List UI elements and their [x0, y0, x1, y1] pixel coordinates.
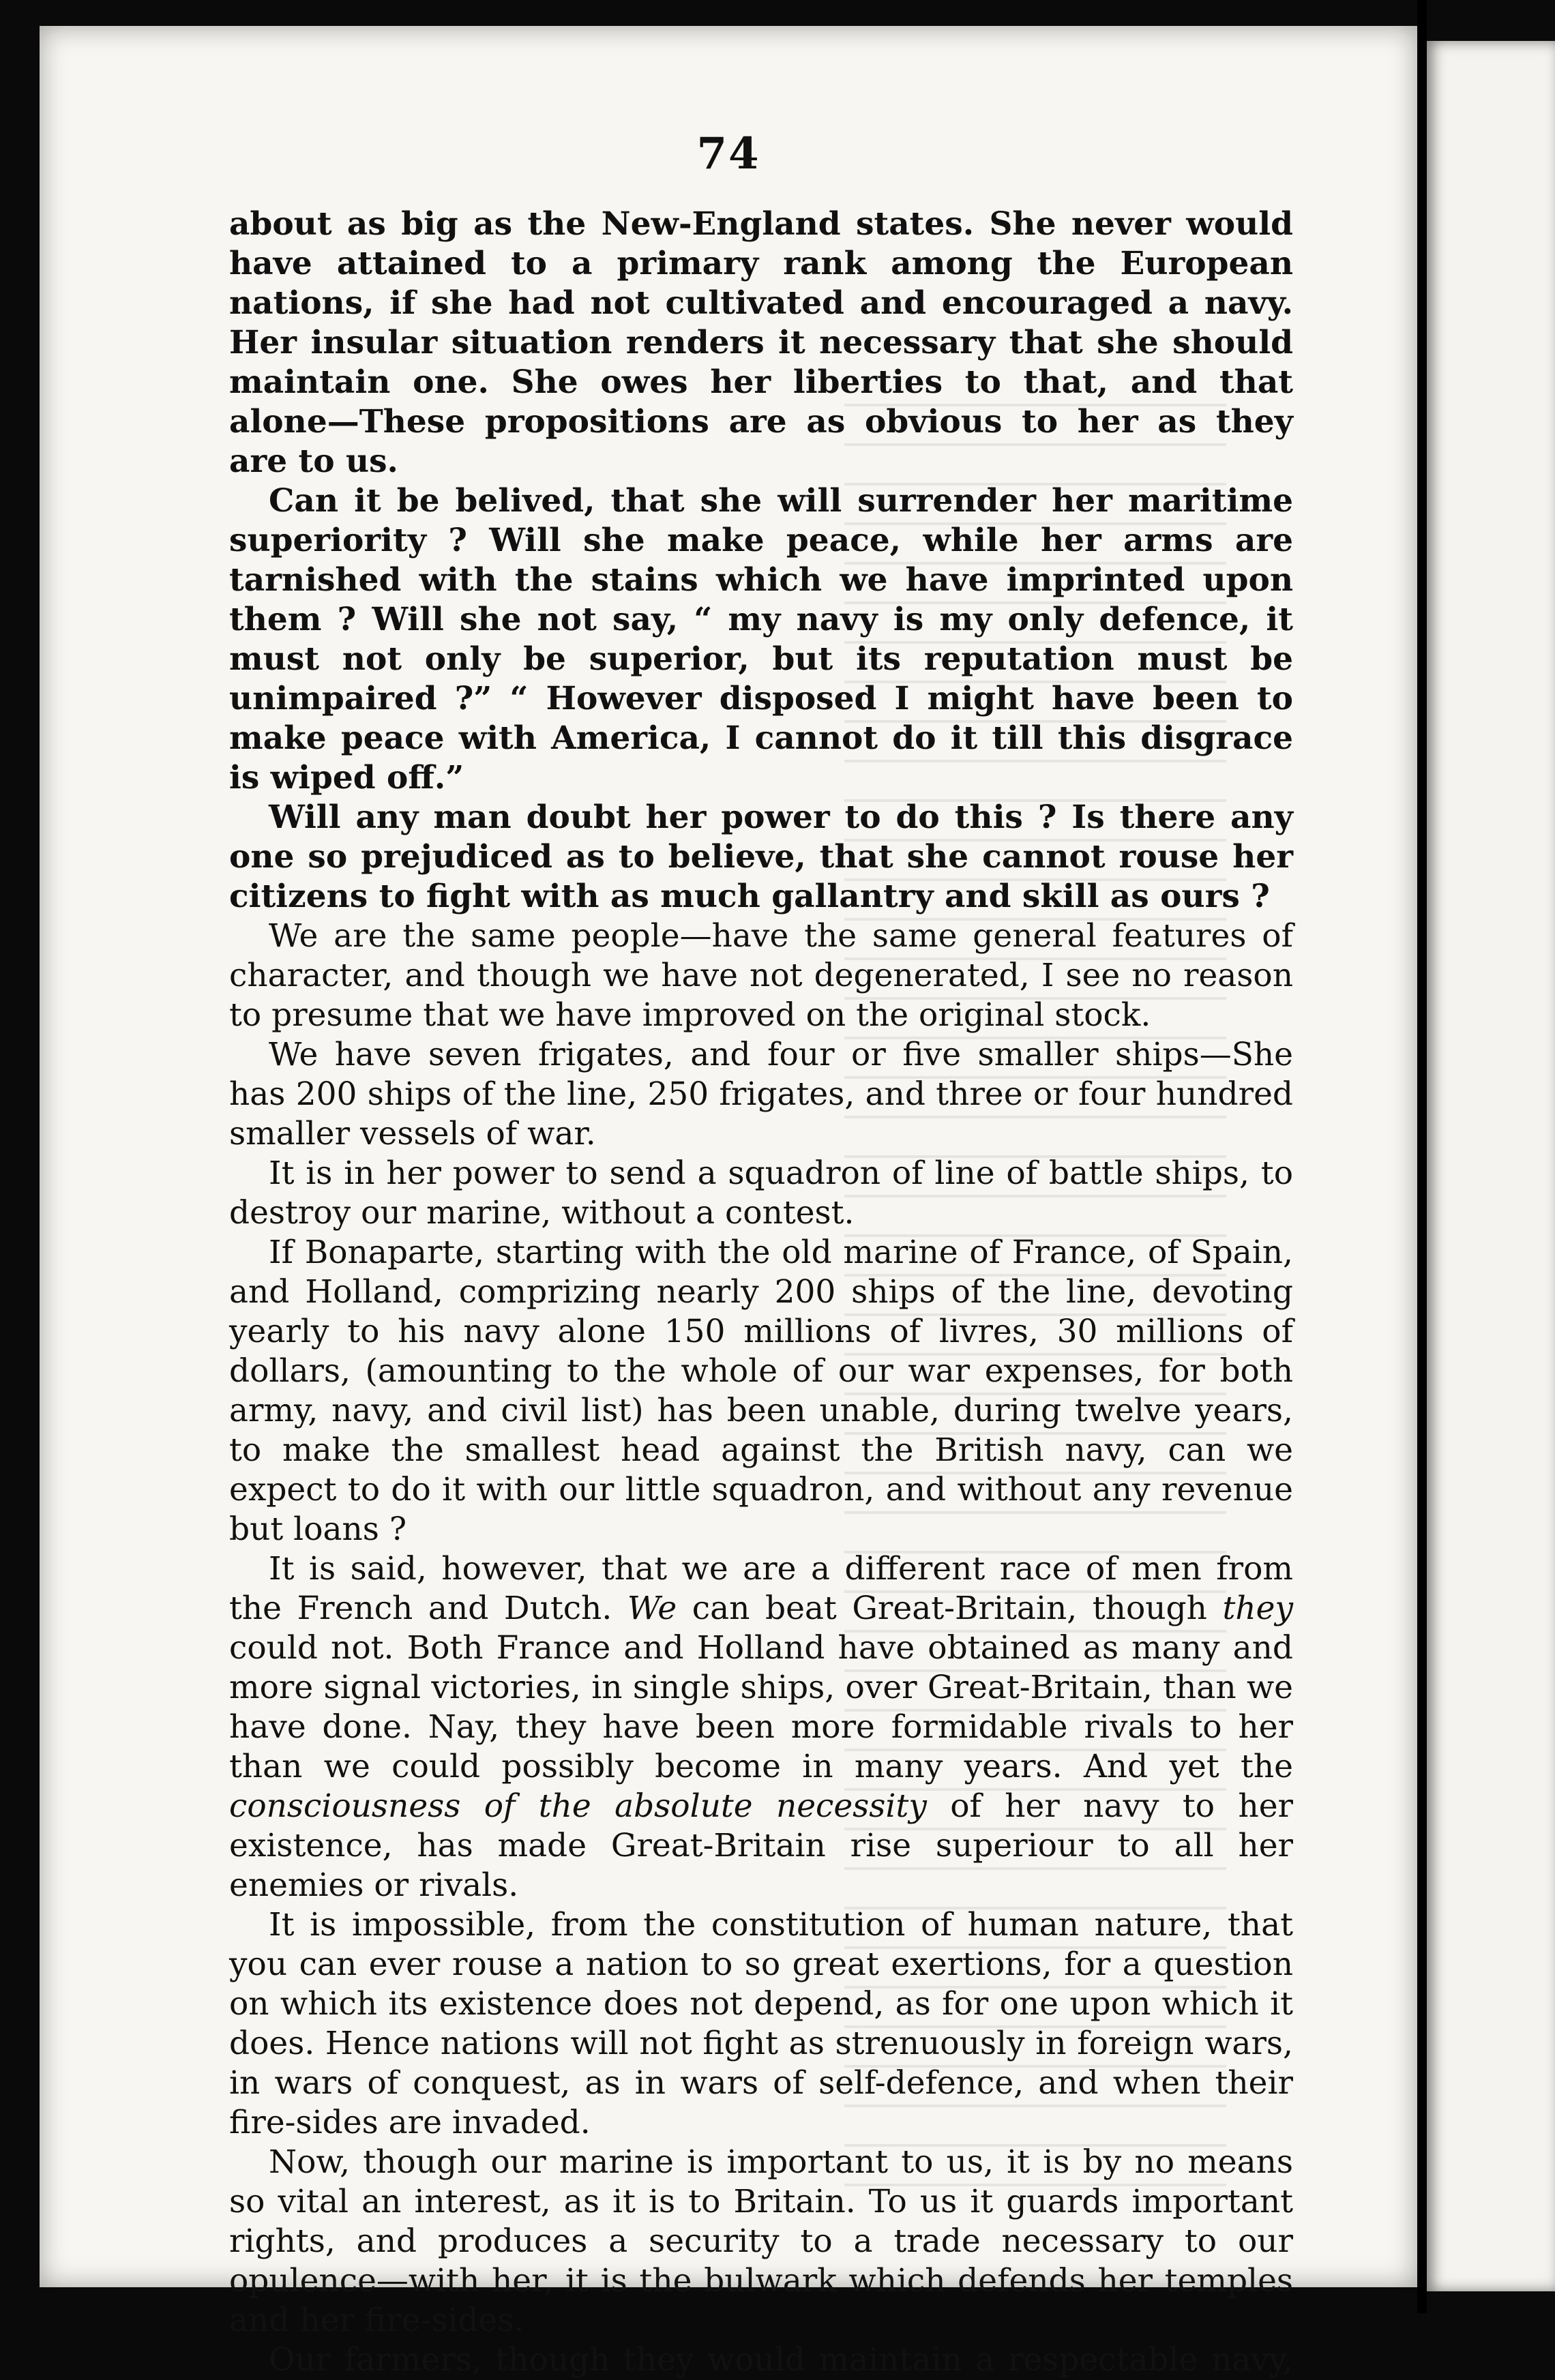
paragraph-10: Now, though our marine is important to us, it is by no means so vital an interest, as it is to Britain. To us it guards important rights, and produces a security to a trade necessary to our opulence—with her, it is the bulwark which defends her temples and her fire-sides. [229, 2143, 1293, 2339]
paragraph-6: It is in her power to send a squadron of line of battle ships, to destroy our marine, without a contest. [229, 1155, 1293, 1232]
paragraph-7: If Bonaparte, starting with the old marine of France, of Spain, and Holland, comprizing nearly 200 ships of the line, devoting yearly to his navy alone 150 millions of livres, 30 millions of dollars, (amounting to the whole of our war expenses, for both army, navy, and civil list) has been unable, during twelve years, to make the smallest head against the British navy, can we expect to do it with our little squadron, and without any revenue but loans ? [229, 1234, 1293, 1548]
paragraph-3: Will any man doubt her power to do this ? Is there any one so prejudiced as to believe, that she cannot rouse her citizens to fight with as much gallantry and skill as ours ? [229, 799, 1293, 915]
paragraph-11: Our farmers, though they would maintain a respectable navy, [269, 2341, 1293, 2379]
paragraph-8-part-a: It is said, however, that we are a different race of men from the French and Dutch. [229, 1550, 1293, 1627]
paragraph-4: We are the same people—have the same general features of character, and though we have not degenerated, I see no reason to presume that we have improved on the original stock. [229, 917, 1293, 1034]
paragraph-8-part-c: could not. Both France and Holland have obtained as many and more signal victories, in single ships, over Great-Britain, than we have done. Nay, they have been more formidable rivals to her than we could possibly become in many years. And yet the [229, 1629, 1293, 1785]
paragraph-5: We have seven frigates, and four or five smaller ships—She has 200 ships of the line, 250 frigates, and three or four hundred smaller vessels of war. [229, 1036, 1293, 1152]
emphasis-they: they [1222, 1590, 1293, 1627]
paragraph-1: about as big as the New-England states. She never would have attained to a primary rank among the European nations, if she had not cultivated and encouraged a navy. Her insular situation renders it necessary that she should maintain one. She owes her liberties to that, and that alone—These propositions are as obvious to her as they are to us. [229, 205, 1293, 480]
paragraph-8-part-b: can beat Great-Britain, though [677, 1590, 1223, 1627]
emphasis-we: We [627, 1590, 677, 1627]
page-gutter [1417, 0, 1427, 2313]
paragraph-9: It is impossible, from the constitution of human nature, that you can ever rouse a nation to so great exertions, for a question on which its existence does not depend, as for one upon which it does. Hence nations will not fight as strenuously in foreign wars, in wars of conquest, as in wars of self-defence, and when their fire-sides are invaded. [229, 1906, 1293, 2141]
book-page [40, 26, 1417, 2379]
paragraph-2: Can it be belived, that she will surrender her maritime superiority ? Will she make peace, while her arms are tarnished with the stains which we have imprinted upon them ? Will she not say, “ my navy is my only defence, it must not only be superior, but its reputation must be unimpaired ?” “ However disposed I might have been to make peace with America, I cannot do it till this disgrace is wiped off.” [229, 482, 1293, 797]
body-text [229, 205, 1293, 2380]
emphasis-consciousness: consciousness of the absolute necessity [229, 1787, 927, 1825]
paragraph-8-part-d: of her navy to her existence, has made Great-Britain rise superiour to all her enemies or rivals. [229, 1787, 1293, 1904]
paragraph-8 [229, 1549, 1293, 1905]
facing-page-edge [1427, 41, 1555, 2291]
page-number: 74 [696, 128, 760, 179]
